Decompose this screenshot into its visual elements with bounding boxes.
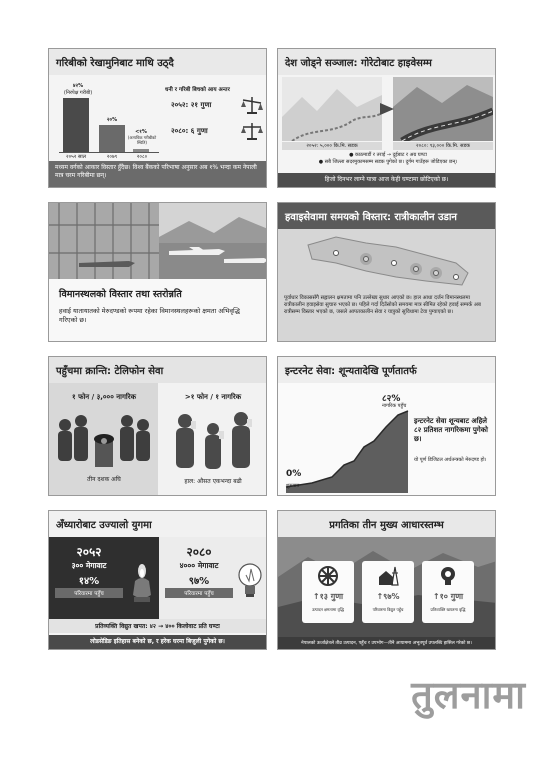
bar-2052 xyxy=(63,98,89,152)
card-title: विमानस्थलको विस्तार तथा स्तरोन्नति xyxy=(59,289,182,300)
bar-value: ४२% xyxy=(72,83,84,89)
internet-headline: इन्टरनेट सेवा शून्यबाट अहिले ८२ प्रतिशत नागरिकमा पुगेको छ। xyxy=(414,417,488,443)
card-electricity xyxy=(48,510,267,650)
consumption-band: प्रतिव्यक्ति विद्युत खपत: ४२ → ४०० किलोवाट प्रति घण्टा xyxy=(49,619,266,633)
scale-icon xyxy=(241,95,263,115)
card-title: पहुँचमा क्रान्ति: टेलिफोन सेवा xyxy=(49,357,266,383)
capacity-2080: ४००० मेगावाट xyxy=(179,561,219,570)
year-2080: २०८० xyxy=(186,545,212,559)
airport-photo xyxy=(49,203,267,279)
caption-now: हाल: औसत एकभन्दा बढी xyxy=(184,478,242,485)
bar-sub: (निरपेक्ष गरीबी) xyxy=(63,90,93,96)
gap-row-2052: २०५२: २१ गुणा xyxy=(171,101,212,109)
card-internet xyxy=(277,356,496,496)
road-bullet: ● सबै जिल्ला सदरमुकामसम्म सडक पुगेको छ। दुर्गम गाउँहरू जोडिएका छन्। xyxy=(318,159,458,165)
peak-sub: नागरिक पहुँच xyxy=(382,403,407,409)
card-three-pillars xyxy=(277,510,496,650)
turbine-icon xyxy=(317,565,339,587)
start-value: 0% xyxy=(286,469,302,479)
note-band: हिजो दिनभर लाग्ने यात्रा आज केही घण्टामा छोटिएको छ। xyxy=(278,173,495,188)
bar-label: २०८० xyxy=(136,154,148,160)
pillar-label: उत्पादन क्षमतामा वृद्धि xyxy=(312,607,344,612)
note-band: नेपालको ऊर्जाक्षेत्रले तीव्र उत्पादन, पहुँच र उपभोग—तीनै आयाममा अभूतपूर्व उपलब्धि हासिल गरेको छ। xyxy=(278,637,495,650)
card-night-flights xyxy=(277,202,496,342)
caption-past: तीन दशक अघि xyxy=(87,476,121,483)
axis-line xyxy=(59,152,159,153)
pillar-value: ↑१० गुणा xyxy=(432,592,464,601)
card-body: पूर्वाधार विकाससँगै सह्लालन क्षमतामा पनि उल्लेख्य सुधार आएको छ। हाल आधा दर्जन विमानस्थलमा रात्रीकालीन हवाइसेवा सुचारु भएको छ। पहिले गर्दा दिउँसोको समयमा मात्र सीमित रहेको हवाई सम्पर्क अब रात्रीसम्म विस्तार भएको छ, जसले आपतकालीन सेवा र यात्रुको सुविधामा टेवा पुग्याएको छ। xyxy=(284,295,481,316)
caption-2052: २०५२: ५,००० कि.मि. सडक xyxy=(282,142,382,150)
bar-2079 xyxy=(99,125,125,152)
internet-growth-chart xyxy=(282,407,410,493)
bar-sub: (अत्यधिक गरीबीको स्थिति) xyxy=(127,135,157,145)
card-roads xyxy=(277,48,496,188)
gap-row-2080: २०८०: ६ गुणा xyxy=(171,127,208,135)
card-title: गरिबीको रेखामुनिबाट माथि उठ्दै xyxy=(49,49,266,75)
footer-wordmark: तुलनामा xyxy=(411,673,526,717)
house-tower-icon xyxy=(377,565,399,587)
note-band: मध्यम वर्गको आकार विस्तार हुँदैछ। विश्व बैंकको परिभाषा अनुसार अब १% भन्दा कम नेपाली मात्र चरम गरिबीमा छन्। xyxy=(49,161,266,188)
crowd-illustration xyxy=(55,411,153,471)
year-2052: २०५२ xyxy=(76,545,102,559)
stat-past: १ फोन / ३,००० नागरिक xyxy=(72,393,136,401)
nepal-map xyxy=(306,233,470,289)
peak-value: ८२% xyxy=(382,394,401,404)
bar-value: <१% xyxy=(135,129,147,135)
capacity-2052: ३०० मेगावाट xyxy=(71,561,107,570)
card-title: देश जोड्ने सञ्जाल: गोरेटोबाट हाइवेसम्म xyxy=(278,49,495,75)
caption-2080: २०८०: ९३,००० कि.मि. सडक xyxy=(393,142,493,150)
access-label-2052: परिवारमा पहुँच xyxy=(55,588,123,598)
card-title: अँध्यारोबाट उज्यालो युगमा xyxy=(49,511,266,537)
access-label-2080: परिवारमा पहुँच xyxy=(165,588,233,598)
card-telephone xyxy=(48,356,267,496)
roads-illustration xyxy=(282,77,493,141)
card-poverty xyxy=(48,48,267,188)
card-title: इन्टरनेट सेवा: शून्यतादेखि पूर्णतातर्फ xyxy=(278,357,495,383)
start-sub: शुरुवात xyxy=(286,483,300,489)
pillar-label: परिवारमा विद्युत पहुँच xyxy=(372,607,404,612)
note-band: लोडसेडिङ इतिहास बनेको छ, र हरेक घरमा बिजुली पुगेको छ। xyxy=(49,635,266,650)
scale-balanced-icon xyxy=(241,121,263,141)
pillar-value: ↑९७% xyxy=(376,592,400,601)
card-title: हवाइसेवामा समयको विस्तार: रात्रीकालीन उडान xyxy=(278,203,495,229)
access-pct-2052: १४% xyxy=(78,576,100,587)
road-bullet: ● काठमाडौं र तराई → दुईबाट र अग्र घण्टा xyxy=(349,152,427,158)
card-airports xyxy=(48,202,267,342)
phone-users-illustration xyxy=(169,409,259,473)
pillar-label: प्रतिव्यक्ति खपतमा वृद्धि xyxy=(430,607,466,612)
light-bulb-icon xyxy=(237,559,263,605)
gap-title: धनी र गरिबी बिचको आय अन्तर xyxy=(165,87,230,93)
stat-now: >१ फोन / १ नागरिक xyxy=(184,393,242,401)
card-title: प्रगतिका तीन मुख्य आधारस्तम्भ xyxy=(278,511,495,537)
access-pct-2080: ९७% xyxy=(188,576,210,587)
pillar-value: ↑१३ गुणा xyxy=(312,592,344,601)
bar-value: २०% xyxy=(106,117,118,123)
card-body: हवाई यातायातको मेरुदण्डको रूपमा रहेका विमानस्थलहरूको क्षमता अभिवृद्धि गरिएको छ। xyxy=(59,307,240,324)
bar-label: २०५२ साल xyxy=(65,154,87,160)
internet-sub: यो पूर्ण डिजिटल अर्थतन्त्रको मेरुदण्ड हो। xyxy=(414,457,487,463)
bar-label: २०७९ xyxy=(106,154,118,160)
bulb-gear-icon xyxy=(437,565,459,587)
oil-lamp-icon xyxy=(129,561,155,605)
